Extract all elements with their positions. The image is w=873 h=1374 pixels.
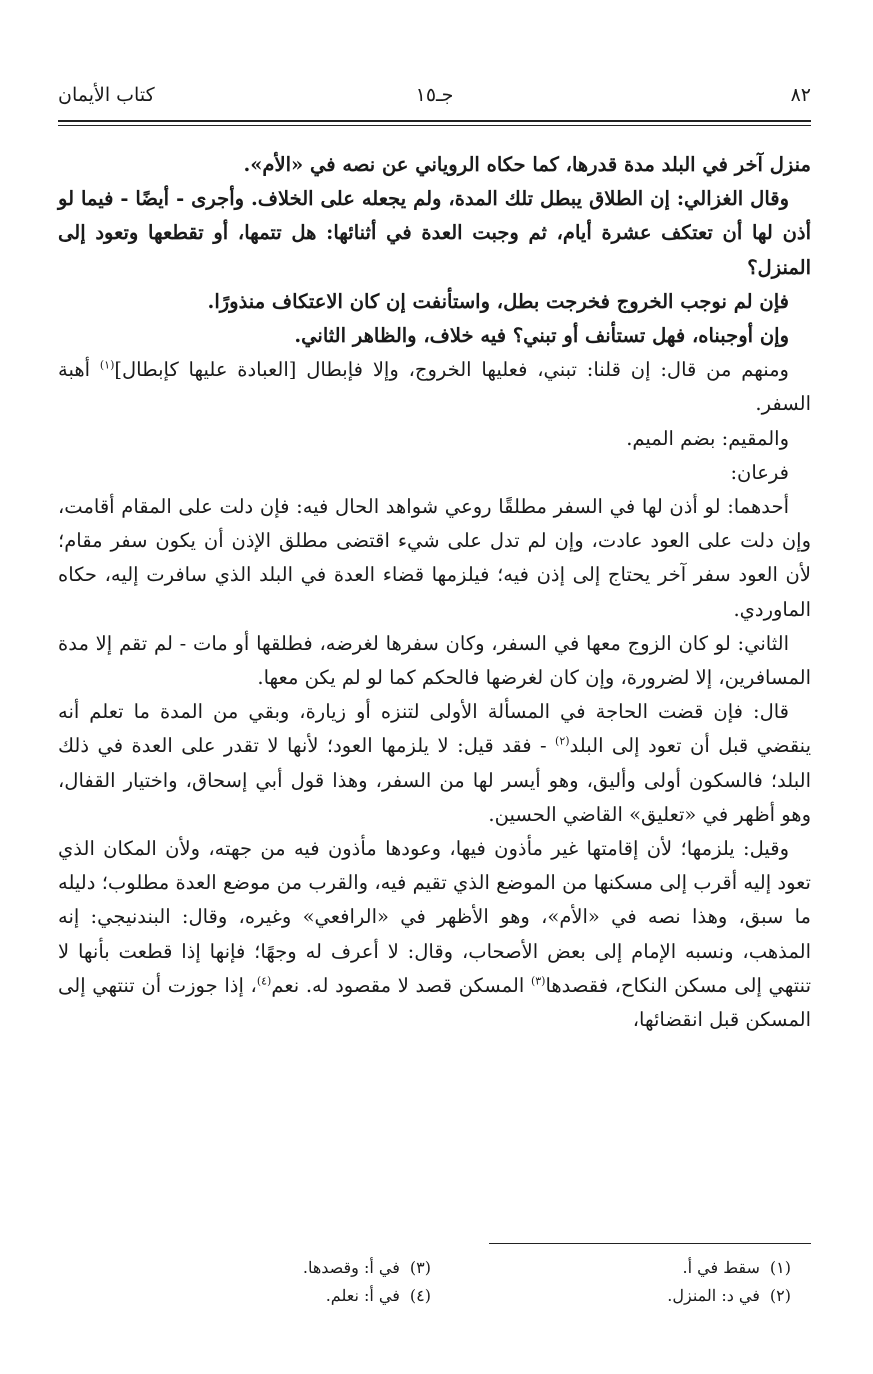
paragraph-6: والمقيم: بضم الميم. — [626, 426, 789, 450]
header-rule-thin — [58, 125, 811, 126]
paragraph-5-text-b: أهبة السفر. — [58, 358, 811, 416]
paragraph-11 — [58, 832, 811, 1037]
footnote-4-text: في أ: نعلم. — [325, 1286, 400, 1305]
paragraph-10-text-a: قال: فإن قضت الحاجة في المسألة الأولى لتنزه أو زيارة، وبقي من المدة ما تعلم أنه ينقضي قبل أن تعود إلى البلد — [58, 700, 811, 758]
paragraph-11-text-c: ، إذا جوزت أن تنتهي إلى المسكن قبل انقضائها، — [58, 973, 811, 1032]
header-rule-thick — [58, 120, 811, 122]
footnotes-column-right — [461, 1254, 791, 1310]
paragraph-10-text-b: - فقد قيل: لا يلزمها العود؛ لأنها لا تقدر على العدة في ذلك البلد؛ فالسكون أولى وأليق، وهو أيسر لها من السفر، وهذا قول أبي إسحاق، واختيار القفال، وهو أظهر في «تعليق» القاضي الحسين. — [58, 734, 811, 826]
footnote-ref-1[interactable]: (١) — [99, 358, 115, 372]
paragraph-9: الثاني: لو كان الزوج معها في السفر، وكان سفرها لغرضه، فطلقها أو مات - لم تقم إلا مدة المسافرين، إلا لضرورة، وإن كان لغرضها فالحكم كما لو لم يكن معها. — [58, 631, 811, 690]
footnote-1-text: سقط في أ. — [682, 1258, 760, 1277]
footnotes-column-left — [101, 1254, 431, 1310]
paragraph-4: وإن أوجبناه، فهل تستأنف أو تبني؟ فيه خلاف، والظاهر الثاني. — [294, 324, 789, 348]
paragraph-3: فإن لم نوجب الخروج فخرجت بطل، واستأنفت إن كان الاعتكاف منذورًا. — [207, 289, 789, 313]
paragraph-11-text-b: المسكن قصد لا مقصود له. نعم — [271, 973, 531, 997]
paragraph-5-text-a: ومنهم من قال: إن قلنا: تبني، فعليها الخروج، وإلا فإبطال [العبادة عليها كإبطال] — [114, 358, 789, 382]
main-text — [58, 148, 811, 1037]
footnote-4 — [101, 1282, 431, 1310]
book-title: كتاب الأيمان — [58, 84, 155, 106]
footnote-3-number: (٣) — [409, 1258, 431, 1277]
footnote-ref-4[interactable]: (٤) — [256, 974, 272, 988]
footnote-4-number: (٤) — [409, 1286, 431, 1305]
footnote-3-text: في أ: وقصدها. — [302, 1258, 400, 1277]
paragraph-11-text-a: وقيل: يلزمها؛ لأن إقامتها غير مأذون فيها، وعودها مأذون فيه من جهته، ولأن المكان الذي تعود إليه أقرب إلى مسكنها من الموضع الذي تقيم فيه، والقرب من موضع العدة مطلوب؛ دليله ما سبق، وهذا نصه في «الأم»، وهو الأظهر في «الرافعي» وغيره، وقال: البندنيجي: إنه المذهب، ونسبه الإمام إلى بعض الأصحاب، وقال: لا أعرف له وجهًا؛ فإنها إذا قطعت بأنها لا تنتهي إلى مسكن النكاح، فقصدها — [58, 837, 811, 997]
volume-label: جـ١٥ — [415, 84, 454, 106]
paragraph-10 — [58, 695, 811, 832]
footnote-2-number: (٢) — [769, 1286, 791, 1305]
footnote-1-number: (١) — [769, 1258, 791, 1277]
footnote-rule — [489, 1243, 811, 1244]
paragraph-1: منزل آخر في البلد مدة قدرها، كما حكاه الروياني عن نصه في «الأم». — [243, 153, 811, 176]
paragraph-5 — [58, 353, 811, 421]
footnote-1 — [461, 1254, 791, 1282]
footnote-3 — [101, 1254, 431, 1282]
footnote-ref-2[interactable]: (٢) — [555, 734, 570, 748]
page-number: ٨٢ — [790, 84, 811, 106]
paragraph-2: وقال الغزالي: إن الطلاق يبطل تلك المدة، ولم يجعله على الخلاف. وأجرى - أيضًا - فيما لو أذن لها أن تعتكف عشرة أيام، ثم وجبت العدة في أثنائها: هل تتمها، أو تقطعها وتعود إلى المنزل؟ — [58, 187, 811, 279]
paragraph-7: فرعان: — [730, 460, 789, 484]
footnote-2 — [461, 1282, 791, 1310]
paragraph-8: أحدهما: لو أذن لها في السفر مطلقًا روعي شواهد الحال فيه: فإن دلت على المقام أقامت، وإن دلت على العود عادت، وإن لم تدل على شيء اقتضى مطلق الإذن أن يكون سفر مقام؛ لأن العود سفر آخر يحتاج إلى إذن فيه؛ فيلزمها قضاء العدة في البلد الذي سافرت إليه، حكاه الماوردي. — [58, 495, 811, 621]
footnote-ref-3[interactable]: (٣) — [530, 974, 546, 988]
footnote-2-text: في د: المنزل. — [667, 1286, 760, 1305]
running-header — [58, 80, 811, 116]
